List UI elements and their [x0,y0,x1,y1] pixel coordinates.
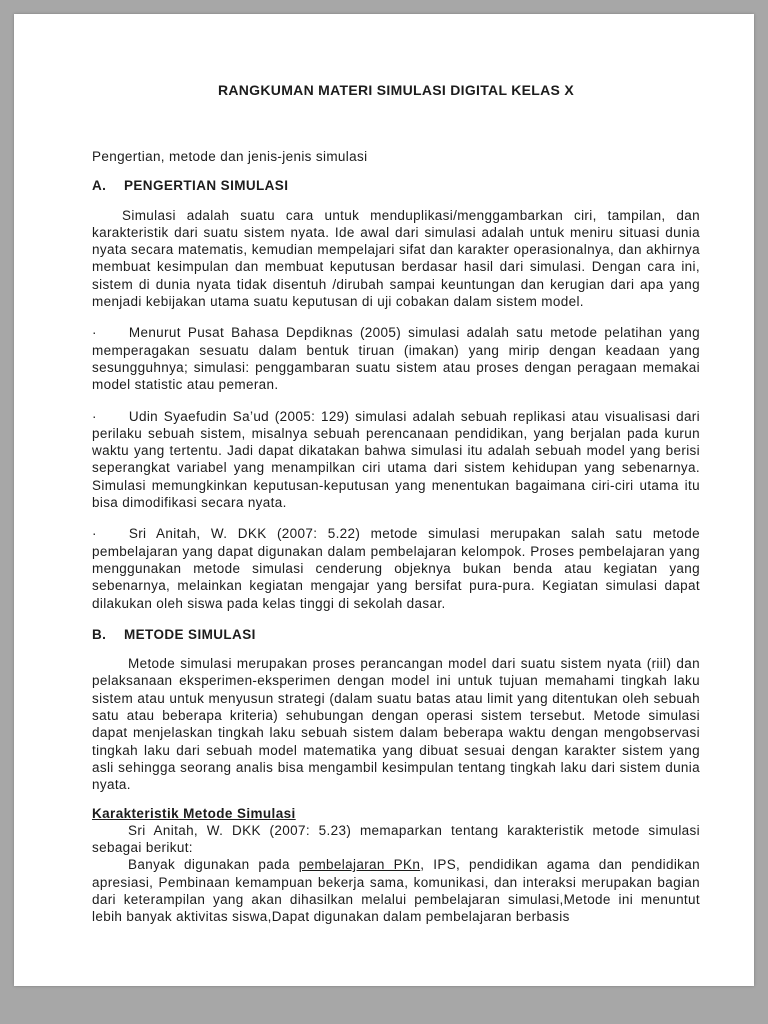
bullet-text: Menurut Pusat Bahasa Depdiknas (2005) simulasi adalah satu metode pelatihan yang memperagakan sesuatu dalam bentuk tiruan (imakan) yang mirip dengan keadaan yang sesungguhnya; simulasi: penggambaran suatu sistem atau proses dengan peragaan memakai model statistic atau pemeran. [92,325,700,393]
bullet-icon: · [92,325,97,341]
page-bottom-strip [14,976,446,986]
section-a-heading-text: PENGERTIAN SIMULASI [124,178,289,194]
section-a-number: A. [92,178,107,194]
document-page [14,14,754,986]
section-b-paragraph-2: Sri Anitah, W. DKK (2007: 5.23) memaparkan tentang karakteristik metode simulasi sebagai berikut: [92,822,700,856]
bullet-item-depdiknas [92,324,700,393]
bullet-icon: · [92,526,97,542]
section-b-number: B. [92,626,107,642]
section-b-paragraph: Metode simulasi merupakan proses perancangan model dari suatu sistem nyata (riil) dan pelaksanaan eksperimen-eksperimen dengan model ini untuk tujuan memahami tingkah laku sistem atau untuk menyusun strategi (dalam suatu batas atau limit yang ditentukan oleh sebuah satu atau beberapa kriteria) sehubungan dengan operasi sistem tersebut. Metode simulasi dapat menjelaskan tingkah laku sebuah sistem dalam beberapa waktu dengan mengobservasi tingkah laku dari sebuah model matematika yang dibuat sesuai dengan karakter sistem yang asli sehingga seorang analis bisa mengambil kesimpulan tentang tingkah laku dari sistem dunia nyata. [92,656,700,793]
section-a-heading [92,177,700,194]
section-b-heading-text: METODE SIMULASI [124,626,256,642]
paragraph-3-underlined-text: pembelajaran PKn [298,857,421,873]
document-title: RANGKUMAN MATERI SIMULASI DIGITAL KELAS X [217,82,575,98]
paragraph-3-text-start: Banyak digunakan pada [128,857,299,873]
section-b-paragraph-3 [92,856,700,925]
section-b-heading [92,626,700,643]
bullet-item-anitah [92,525,700,611]
bullet-icon: · [92,408,97,424]
bullet-item-saud [92,408,700,512]
paragraph-3-text-end: , IPS, pendidikan agama dan pendidikan apresiasi, Pembinaan kemampuan bekerja sama, komunikasi, dan interaksi merupakan bagian dari keterampilan yang akan dihasilkan melalui pembelajaran simulasi,Metode ini menuntut lebih banyak aktivitas siswa,Dapat digunakan dalam pembelajaran berbasis [92,857,700,925]
bullet-text: Udin Syaefudin Sa’ud (2005: 129) simulasi adalah sebuah replikasi atau visualisasi dari perilaku sebuah sistem, misalnya sebuah perencanaan pendidikan, yang berjalan pada kurun waktu yang tertentu. Jadi dapat dikatakan bahwa simulasi itu adalah sebuah model yang berisi seperangkat variabel yang menampilkan ciri utama dari sistem kehidupan yang sebenarnya. Simulasi memungkinkan keputusan-keputusan yang menentukan bagaimana ciri-ciri utama itu bisa dimodifikasi secara nyata. [92,408,700,511]
section-a-paragraph: Simulasi adalah suatu cara untuk menduplikasi/menggambarkan ciri, tampilan, dan karakteristik dari suatu sistem nyata. Ide awal dari simulasi adalah untuk meniru situasi dunia nyata secara matematis, kemudian mempelajari sifat dan karakter operasionalnya, dan akhirnya membuat kesimpulan dan membuat keputusan berdasar hasil dari simulasi. Dengan cara ini, sistem di dunia nyata tidak disentuh /dirubah sampai keuntungan dan kerugian dari apa yang menjadi kebijakan utama suatu keputusan di uji cobakan dalam sistem model. [92,207,700,310]
karakteristik-sub-heading: Karakteristik Metode Simulasi [92,805,296,821]
document-subtitle: Pengertian, metode dan jenis-jenis simulasi [92,149,368,164]
page-content [14,14,754,926]
bullet-text: Sri Anitah, W. DKK (2007: 5.22) metode simulasi merupakan salah satu metode pembelajaran yang dapat digunakan dalam pembelajaran kelompok. Proses pembelajaran yang menggunakan metode simulasi cenderung objeknya bukan benda atau kegiatan yang sebenarnya, melainkan kegiatan mengajar yang bersifat pura-pura. Kegiatan simulasi dapat dilakukan oleh siswa pada kelas tinggi di sekolah dasar. [92,526,700,611]
